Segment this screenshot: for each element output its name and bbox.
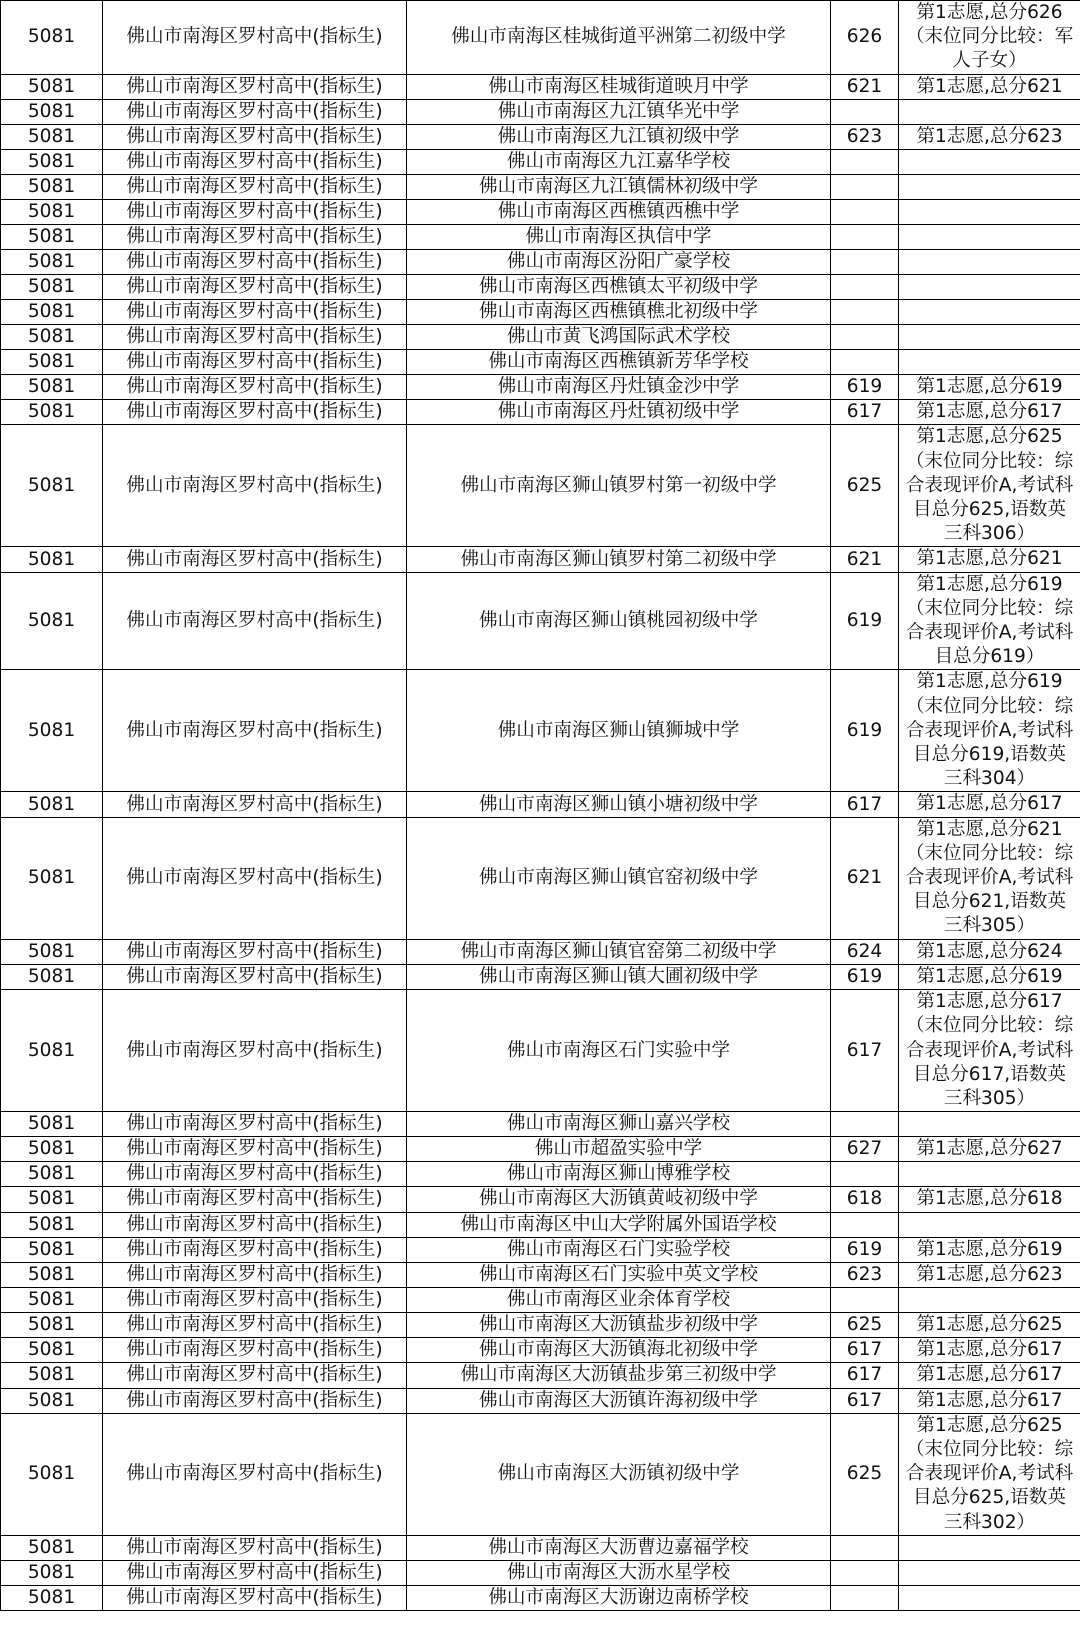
min-score-cell: 619 — [831, 1237, 899, 1262]
table-row — [1, 817, 1080, 939]
middle-school-cell: 佛山市南海区大沥曹边嘉福学校 — [407, 1535, 831, 1560]
min-score-cell: 618 — [831, 1187, 899, 1212]
middle-school-cell: 佛山市南海区狮山镇罗村第二初级中学 — [407, 547, 831, 572]
middle-school-cell: 佛山市南海区大沥镇海北初级中学 — [407, 1338, 831, 1363]
min-score-cell: 619 — [831, 375, 899, 400]
table-row — [1, 74, 1080, 99]
high-school-cell: 佛山市南海区罗村高中(指标生) — [103, 1262, 407, 1287]
table-row — [1, 99, 1080, 124]
high-school-cell: 佛山市南海区罗村高中(指标生) — [103, 350, 407, 375]
min-score-cell — [831, 300, 899, 325]
table-row — [1, 425, 1080, 547]
remark-cell: 第1志愿,总分618 — [899, 1187, 1080, 1212]
remark-cell — [899, 150, 1080, 175]
high-school-cell: 佛山市南海区罗村高中(指标生) — [103, 150, 407, 175]
remark-cell — [899, 1162, 1080, 1187]
middle-school-cell: 佛山市南海区西樵镇太平初级中学 — [407, 275, 831, 300]
table-row — [1, 1312, 1080, 1337]
table-row — [1, 400, 1080, 425]
school-code-cell: 5081 — [1, 150, 103, 175]
min-score-cell — [831, 1560, 899, 1585]
school-code-cell: 5081 — [1, 200, 103, 225]
high-school-cell: 佛山市南海区罗村高中(指标生) — [103, 325, 407, 350]
school-code-cell: 5081 — [1, 670, 103, 792]
high-school-cell: 佛山市南海区罗村高中(指标生) — [103, 1363, 407, 1388]
high-school-cell: 佛山市南海区罗村高中(指标生) — [103, 1585, 407, 1610]
table-row — [1, 1413, 1080, 1535]
middle-school-cell: 佛山市南海区中山大学附属外国语学校 — [407, 1212, 831, 1237]
remark-cell — [899, 250, 1080, 275]
school-code-cell: 5081 — [1, 1212, 103, 1237]
table-row — [1, 1237, 1080, 1262]
remark-cell: 第1志愿,总分617（末位同分比较：综合表现评价A,考试科目总分617,语数英三科305） — [899, 990, 1080, 1112]
min-score-cell: 619 — [831, 572, 899, 670]
middle-school-cell: 佛山市南海区大沥镇初级中学 — [407, 1413, 831, 1535]
school-code-cell: 5081 — [1, 1262, 103, 1287]
middle-school-cell: 佛山市南海区桂城街道平洲第二初级中学 — [407, 1, 831, 75]
school-code-cell: 5081 — [1, 990, 103, 1112]
min-score-cell: 621 — [831, 817, 899, 939]
table-row — [1, 1287, 1080, 1312]
table-row — [1, 1212, 1080, 1237]
middle-school-cell: 佛山市南海区大沥镇盐步第三初级中学 — [407, 1363, 831, 1388]
remark-cell — [899, 200, 1080, 225]
min-score-cell: 617 — [831, 1388, 899, 1413]
school-code-cell: 5081 — [1, 1112, 103, 1137]
middle-school-cell: 佛山市南海区狮山嘉兴学校 — [407, 1112, 831, 1137]
table-row — [1, 670, 1080, 792]
min-score-cell — [831, 99, 899, 124]
remark-cell: 第1志愿,总分619 — [899, 1237, 1080, 1262]
school-code-cell: 5081 — [1, 1137, 103, 1162]
min-score-cell: 627 — [831, 1137, 899, 1162]
min-score-cell: 621 — [831, 547, 899, 572]
school-code-cell: 5081 — [1, 1388, 103, 1413]
middle-school-cell: 佛山市南海区执信中学 — [407, 225, 831, 250]
middle-school-cell: 佛山市南海区石门实验中英文学校 — [407, 1262, 831, 1287]
high-school-cell: 佛山市南海区罗村高中(指标生) — [103, 400, 407, 425]
remark-cell — [899, 350, 1080, 375]
school-code-cell: 5081 — [1, 275, 103, 300]
min-score-cell: 624 — [831, 939, 899, 964]
remark-cell: 第1志愿,总分619 — [899, 375, 1080, 400]
remark-cell: 第1志愿,总分619 — [899, 964, 1080, 989]
school-code-cell: 5081 — [1, 1237, 103, 1262]
school-code-cell: 5081 — [1, 1162, 103, 1187]
school-code-cell: 5081 — [1, 572, 103, 670]
high-school-cell: 佛山市南海区罗村高中(指标生) — [103, 1162, 407, 1187]
min-score-cell: 623 — [831, 124, 899, 149]
remark-cell: 第1志愿,总分621 — [899, 74, 1080, 99]
table-row — [1, 1363, 1080, 1388]
min-score-cell — [831, 275, 899, 300]
high-school-cell: 佛山市南海区罗村高中(指标生) — [103, 1312, 407, 1337]
remark-cell: 第1志愿,总分617 — [899, 1388, 1080, 1413]
remark-cell — [899, 1287, 1080, 1312]
table-row — [1, 350, 1080, 375]
middle-school-cell: 佛山市南海区狮山镇桃园初级中学 — [407, 572, 831, 670]
school-code-cell: 5081 — [1, 1312, 103, 1337]
min-score-cell — [831, 1585, 899, 1610]
table-row — [1, 1262, 1080, 1287]
table-row — [1, 1162, 1080, 1187]
school-code-cell: 5081 — [1, 400, 103, 425]
school-code-cell: 5081 — [1, 375, 103, 400]
table-row — [1, 124, 1080, 149]
school-code-cell: 5081 — [1, 74, 103, 99]
middle-school-cell: 佛山市南海区九江嘉华学校 — [407, 150, 831, 175]
school-code-cell: 5081 — [1, 425, 103, 547]
school-code-cell: 5081 — [1, 547, 103, 572]
min-score-cell — [831, 1112, 899, 1137]
min-score-cell — [831, 1287, 899, 1312]
remark-cell — [899, 1112, 1080, 1137]
middle-school-cell: 佛山市南海区狮山镇罗村第一初级中学 — [407, 425, 831, 547]
middle-school-cell: 佛山市南海区大沥镇盐步初级中学 — [407, 1312, 831, 1337]
school-code-cell: 5081 — [1, 325, 103, 350]
high-school-cell: 佛山市南海区罗村高中(指标生) — [103, 547, 407, 572]
remark-cell — [899, 325, 1080, 350]
school-code-cell: 5081 — [1, 99, 103, 124]
high-school-cell: 佛山市南海区罗村高中(指标生) — [103, 1237, 407, 1262]
remark-cell: 第1志愿,总分625（末位同分比较：综合表现评价A,考试科目总分625,语数英三科306） — [899, 425, 1080, 547]
school-code-cell: 5081 — [1, 175, 103, 200]
middle-school-cell: 佛山市南海区大沥水星学校 — [407, 1560, 831, 1585]
table-row — [1, 275, 1080, 300]
remark-cell: 第1志愿,总分621（末位同分比较：综合表现评价A,考试科目总分621,语数英三科305） — [899, 817, 1080, 939]
min-score-cell: 625 — [831, 1312, 899, 1337]
min-score-cell — [831, 250, 899, 275]
table-row — [1, 1187, 1080, 1212]
high-school-cell: 佛山市南海区罗村高中(指标生) — [103, 250, 407, 275]
high-school-cell: 佛山市南海区罗村高中(指标生) — [103, 225, 407, 250]
school-code-cell: 5081 — [1, 225, 103, 250]
table-body — [1, 1, 1080, 1611]
school-code-cell: 5081 — [1, 1363, 103, 1388]
table-row — [1, 1112, 1080, 1137]
table-row — [1, 200, 1080, 225]
table-row — [1, 375, 1080, 400]
middle-school-cell: 佛山市南海区大沥镇黄岐初级中学 — [407, 1187, 831, 1212]
high-school-cell: 佛山市南海区罗村高中(指标生) — [103, 990, 407, 1112]
high-school-cell: 佛山市南海区罗村高中(指标生) — [103, 1388, 407, 1413]
table-row — [1, 792, 1080, 817]
school-code-cell: 5081 — [1, 350, 103, 375]
remark-cell: 第1志愿,总分623 — [899, 124, 1080, 149]
min-score-cell — [831, 175, 899, 200]
middle-school-cell: 佛山市南海区狮山镇官窑第二初级中学 — [407, 939, 831, 964]
school-code-cell: 5081 — [1, 939, 103, 964]
min-score-cell: 617 — [831, 1363, 899, 1388]
high-school-cell: 佛山市南海区罗村高中(指标生) — [103, 1112, 407, 1137]
high-school-cell: 佛山市南海区罗村高中(指标生) — [103, 200, 407, 225]
high-school-cell: 佛山市南海区罗村高中(指标生) — [103, 792, 407, 817]
middle-school-cell: 佛山市南海区狮山镇狮城中学 — [407, 670, 831, 792]
remark-cell — [899, 99, 1080, 124]
remark-cell — [899, 1535, 1080, 1560]
remark-cell: 第1志愿,总分627 — [899, 1137, 1080, 1162]
table-row — [1, 964, 1080, 989]
min-score-cell: 621 — [831, 74, 899, 99]
school-code-cell: 5081 — [1, 1, 103, 75]
table-row — [1, 1585, 1080, 1610]
min-score-cell: 617 — [831, 1338, 899, 1363]
min-score-cell — [831, 225, 899, 250]
remark-cell: 第1志愿,总分619（末位同分比较：综合表现评价A,考试科目总分619） — [899, 572, 1080, 670]
middle-school-cell: 佛山市南海区九江镇儒林初级中学 — [407, 175, 831, 200]
min-score-cell — [831, 150, 899, 175]
high-school-cell: 佛山市南海区罗村高中(指标生) — [103, 572, 407, 670]
school-code-cell: 5081 — [1, 1560, 103, 1585]
high-school-cell: 佛山市南海区罗村高中(指标生) — [103, 175, 407, 200]
min-score-cell: 619 — [831, 670, 899, 792]
middle-school-cell: 佛山市南海区石门实验中学 — [407, 990, 831, 1112]
table-row — [1, 175, 1080, 200]
high-school-cell: 佛山市南海区罗村高中(指标生) — [103, 300, 407, 325]
table-row — [1, 250, 1080, 275]
remark-cell: 第1志愿,总分617 — [899, 1363, 1080, 1388]
remark-cell: 第1志愿,总分621 — [899, 547, 1080, 572]
remark-cell — [899, 275, 1080, 300]
remark-cell — [899, 1212, 1080, 1237]
table-row — [1, 939, 1080, 964]
min-score-cell: 623 — [831, 1262, 899, 1287]
min-score-cell: 617 — [831, 400, 899, 425]
remark-cell: 第1志愿,总分619（末位同分比较：综合表现评价A,考试科目总分619,语数英三科304） — [899, 670, 1080, 792]
high-school-cell: 佛山市南海区罗村高中(指标生) — [103, 1, 407, 75]
middle-school-cell: 佛山市南海区大沥谢边南桥学校 — [407, 1585, 831, 1610]
high-school-cell: 佛山市南海区罗村高中(指标生) — [103, 124, 407, 149]
table-row — [1, 225, 1080, 250]
school-code-cell: 5081 — [1, 1535, 103, 1560]
middle-school-cell: 佛山市南海区大沥镇许海初级中学 — [407, 1388, 831, 1413]
school-code-cell: 5081 — [1, 1287, 103, 1312]
middle-school-cell: 佛山市南海区丹灶镇金沙中学 — [407, 375, 831, 400]
high-school-cell: 佛山市南海区罗村高中(指标生) — [103, 1287, 407, 1312]
middle-school-cell: 佛山市南海区桂城街道映月中学 — [407, 74, 831, 99]
high-school-cell: 佛山市南海区罗村高中(指标生) — [103, 670, 407, 792]
table-row — [1, 572, 1080, 670]
high-school-cell: 佛山市南海区罗村高中(指标生) — [103, 939, 407, 964]
school-code-cell: 5081 — [1, 964, 103, 989]
school-code-cell: 5081 — [1, 1338, 103, 1363]
remark-cell: 第1志愿,总分625 — [899, 1312, 1080, 1337]
middle-school-cell: 佛山市南海区狮山镇大圃初级中学 — [407, 964, 831, 989]
high-school-cell: 佛山市南海区罗村高中(指标生) — [103, 1338, 407, 1363]
middle-school-cell: 佛山市南海区狮山镇小塘初级中学 — [407, 792, 831, 817]
high-school-cell: 佛山市南海区罗村高中(指标生) — [103, 1535, 407, 1560]
school-code-cell: 5081 — [1, 1585, 103, 1610]
table-row — [1, 1560, 1080, 1585]
table-row — [1, 990, 1080, 1112]
min-score-cell — [831, 1535, 899, 1560]
high-school-cell: 佛山市南海区罗村高中(指标生) — [103, 1187, 407, 1212]
middle-school-cell: 佛山市南海区丹灶镇初级中学 — [407, 400, 831, 425]
high-school-cell: 佛山市南海区罗村高中(指标生) — [103, 99, 407, 124]
school-code-cell: 5081 — [1, 817, 103, 939]
table-row — [1, 1137, 1080, 1162]
table-row — [1, 1388, 1080, 1413]
high-school-cell: 佛山市南海区罗村高中(指标生) — [103, 1413, 407, 1535]
high-school-cell: 佛山市南海区罗村高中(指标生) — [103, 817, 407, 939]
high-school-cell: 佛山市南海区罗村高中(指标生) — [103, 275, 407, 300]
min-score-cell: 625 — [831, 1413, 899, 1535]
remark-cell — [899, 1585, 1080, 1610]
table-row — [1, 1, 1080, 75]
min-score-cell — [831, 200, 899, 225]
high-school-cell: 佛山市南海区罗村高中(指标生) — [103, 964, 407, 989]
school-code-cell: 5081 — [1, 124, 103, 149]
table-row — [1, 1535, 1080, 1560]
min-score-cell — [831, 325, 899, 350]
school-code-cell: 5081 — [1, 1413, 103, 1535]
high-school-cell: 佛山市南海区罗村高中(指标生) — [103, 425, 407, 547]
min-score-cell — [831, 350, 899, 375]
remark-cell: 第1志愿,总分625（末位同分比较：综合表现评价A,考试科目总分625,语数英三科302） — [899, 1413, 1080, 1535]
remark-cell: 第1志愿,总分626（末位同分比较：军人子女） — [899, 1, 1080, 75]
school-code-cell: 5081 — [1, 300, 103, 325]
min-score-cell — [831, 1162, 899, 1187]
remark-cell: 第1志愿,总分617 — [899, 1338, 1080, 1363]
min-score-cell: 617 — [831, 792, 899, 817]
remark-cell: 第1志愿,总分617 — [899, 792, 1080, 817]
high-school-cell: 佛山市南海区罗村高中(指标生) — [103, 1560, 407, 1585]
remark-cell — [899, 1560, 1080, 1585]
high-school-cell: 佛山市南海区罗村高中(指标生) — [103, 1212, 407, 1237]
table-row — [1, 1338, 1080, 1363]
middle-school-cell: 佛山市南海区石门实验学校 — [407, 1237, 831, 1262]
remark-cell — [899, 175, 1080, 200]
table-row — [1, 300, 1080, 325]
table-row — [1, 325, 1080, 350]
remark-cell: 第1志愿,总分623 — [899, 1262, 1080, 1287]
middle-school-cell: 佛山市南海区业余体育学校 — [407, 1287, 831, 1312]
middle-school-cell: 佛山市南海区西樵镇樵北初级中学 — [407, 300, 831, 325]
school-code-cell: 5081 — [1, 250, 103, 275]
min-score-cell: 619 — [831, 964, 899, 989]
middle-school-cell: 佛山市南海区西樵镇西樵中学 — [407, 200, 831, 225]
table-row — [1, 150, 1080, 175]
min-score-cell — [831, 1212, 899, 1237]
school-code-cell: 5081 — [1, 792, 103, 817]
min-score-cell: 617 — [831, 990, 899, 1112]
middle-school-cell: 佛山市南海区九江镇初级中学 — [407, 124, 831, 149]
middle-school-cell: 佛山市黄飞鸿国际武术学校 — [407, 325, 831, 350]
school-code-cell: 5081 — [1, 1187, 103, 1212]
high-school-cell: 佛山市南海区罗村高中(指标生) — [103, 375, 407, 400]
min-score-cell: 625 — [831, 425, 899, 547]
middle-school-cell: 佛山市超盈实验中学 — [407, 1137, 831, 1162]
middle-school-cell: 佛山市南海区西樵镇新芳华学校 — [407, 350, 831, 375]
middle-school-cell: 佛山市南海区狮山博雅学校 — [407, 1162, 831, 1187]
middle-school-cell: 佛山市南海区汾阳广豪学校 — [407, 250, 831, 275]
min-score-cell: 626 — [831, 1, 899, 75]
remark-cell: 第1志愿,总分624 — [899, 939, 1080, 964]
table-row — [1, 547, 1080, 572]
remark-cell — [899, 300, 1080, 325]
high-school-cell: 佛山市南海区罗村高中(指标生) — [103, 74, 407, 99]
remark-cell — [899, 225, 1080, 250]
middle-school-cell: 佛山市南海区九江镇华光中学 — [407, 99, 831, 124]
high-school-cell: 佛山市南海区罗村高中(指标生) — [103, 1137, 407, 1162]
remark-cell: 第1志愿,总分617 — [899, 400, 1080, 425]
middle-school-cell: 佛山市南海区狮山镇官窑初级中学 — [407, 817, 831, 939]
